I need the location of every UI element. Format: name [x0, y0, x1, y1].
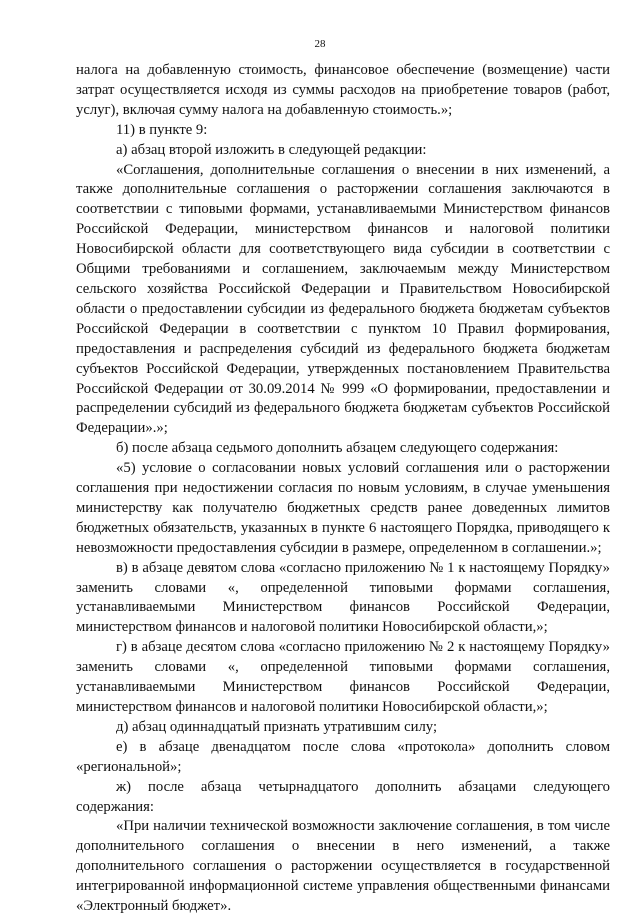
paragraph-subitem-v: в) в абзаце девятом слова «согласно приложению № 1 к настоящему Порядку» заменить словами «, определенной типовыми формами соглашения, устанавливаемыми Министерством финансов Российской Федерации, министерством финансов и налоговой политики Новосибирской области,»; [76, 559, 610, 636]
paragraph-subitem-e: е) в абзаце двенадцатом после слова «протокола» дополнить словом «региональной»; [76, 738, 610, 775]
paragraph-agreements-quote: «Соглашения, дополнительные соглашения о внесении в них изменений, а также дополнительные соглашения о расторжении соглашения заключаются в соответствии с типовыми формами, устанавливаемыми Министерством финансов Российской Федерации, министерством финансов и налоговой политики Новосибирской области для соответствующего вида субсидии в соответствии с Общими требованиями и соглашением, заключаемым между Министерством сельского хозяйства Российской Федерации и Правительством Новосибирской области о предоставлении субсидии из федерального бюджета бюджетам субъектов Российской Федерации в соответствии с пунктом 10 Правил формирования, предоставления и распределения субсидий из федерального бюджета бюджетам субъектов Российской Федерации, утвержденных постановлением Правительства Российской Федерации от 30.09.2014 № 999 «О формировании, предоставлении и распределении субсидий из федерального бюджета бюджетам субъектов Российской Федерации».»; [76, 161, 610, 437]
paragraph-vat-continuation: налога на добавленную стоимость, финансовое обеспечение (возмещение) части затрат осуществляется исходя из суммы расходов на приобретение товаров (работ, услуг), включая сумму налога на добавленную стоимость.»; [76, 62, 610, 118]
paragraph-subitem-g: г) в абзаце десятом слова «согласно приложению № 2 к настоящему Порядку» заменить словами «, определенной типовыми формами соглашения, устанавливаемыми Министерством финансов Российской Федерации, министерством финансов и налоговой политики Новосибирской области,»; [76, 639, 610, 715]
paragraph-electronic-budget: «При наличии технической возможности заключение соглашения, в том числе дополнительного соглашения о внесении в него изменений, а также дополнительного соглашения о расторжении осуществляется в государственной интегрированной информационной системе управления общественными финансами «Электронный бюджет». [76, 818, 610, 915]
document-body [76, 61, 610, 917]
paragraph-subitem-zh: ж) после абзаца четырнадцатого дополнить абзацами следующего содержания: [76, 778, 610, 815]
paragraph-item-11: 11) в пункте 9: [116, 121, 208, 138]
paragraph-condition-5: «5) условие о согласовании новых условий соглашения или о расторжении соглашения при недостижении согласия по новым условиям, в случае уменьшения министерству как получателю бюджетных средств ранее доведенных лимитов бюджетных обязательств, указанных в пункте 6 настоящего Порядка, приводящего к невозможности предоставления субсидии в размере, определенном в соглашении.»; [76, 460, 610, 556]
paragraph-subitem-d: д) абзац одиннадцатый признать утратившим силу; [116, 718, 438, 735]
paragraph-subitem-a: а) абзац второй изложить в следующей редакции: [116, 141, 427, 158]
paragraph-subitem-b: б) после абзаца седьмого дополнить абзацем следующего содержания: [116, 440, 559, 457]
page-number: 28 [314, 38, 326, 50]
